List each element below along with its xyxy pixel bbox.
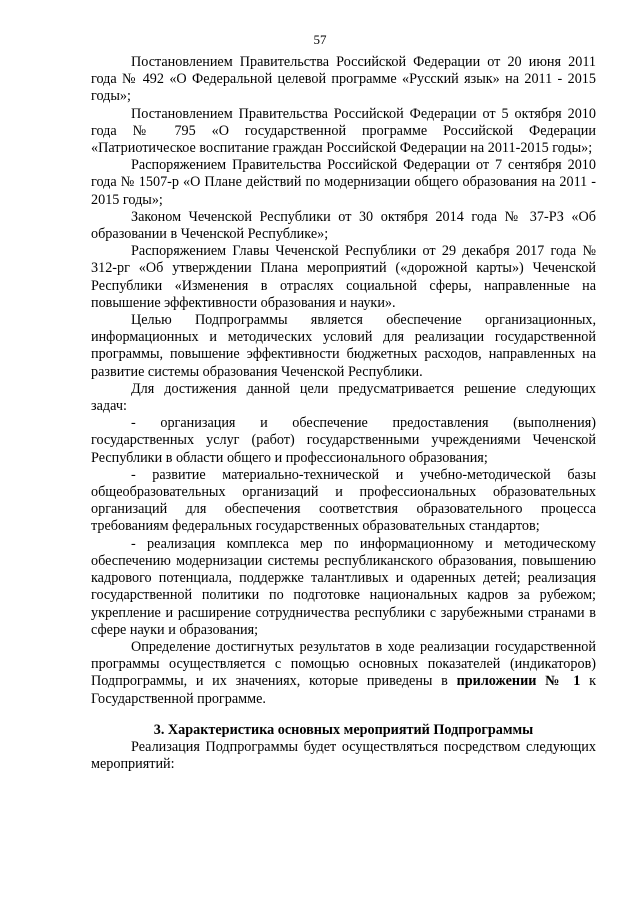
document-body [91, 54, 596, 773]
paragraph-indicators-end: к Государственной программе. [91, 673, 596, 707]
paragraph-law-37: Законом Чеченской Республики от 30 октября 2014 года № 37-РЗ «Об образовании в Чеченской Республике»; [91, 208, 596, 243]
appendix-reference: приложении № 1 [456, 673, 581, 690]
list-item-task-1: - организация и обеспечение предоставления (выполнения) государственных услуг (работ) государственными учреждениями Чеченской Республики в области общего и профессионального образования; [91, 415, 596, 466]
paragraph-indicators [91, 639, 596, 708]
section-heading: 3. Характеристика основных мероприятий Подпрограммы [153, 721, 534, 738]
paragraph-goal: Целью Подпрограммы является обеспечение организационных, информационных и методических условий для реализации государственной программы, повышение эффективности бюджетных расходов, направленных на развитие системы образования Чеченской Республики. [91, 312, 596, 380]
paragraph-activities-intro: Реализация Подпрограммы будет осуществляться посредством следующих мероприятий: [91, 738, 596, 773]
paragraph-tasks-intro: Для достижения данной цели предусматривается решение следующих задач: [91, 380, 596, 415]
paragraph-decree-795: Постановлением Правительства Российской Федерации от 5 октября 2010 года № 795 «О государственной программе Российской Федерации «Патриотическое воспитание граждан Российской Федерации на 2011-2015 годы»; [91, 105, 596, 157]
paragraph-indicators-text: Определение достигнутых результатов в ходе реализации государственной программы осуществляется с помощью основных показателей (индикаторов) Подпрограммы, и их значениях, которые приведены в [91, 638, 596, 690]
list-item-task-2: - развитие материально-технической и учебно-методической базы общеобразовательных организаций и профессиональных образовательных организаций для обеспечения соответствия образовательного процесса требованиям федеральных государственных образовательных стандартов; [91, 466, 596, 535]
page-number: 57 [313, 32, 327, 47]
list-item-task-3: - реализация комплекса мер по информационному и методическому обеспечению модернизации системы республиканского образования, повышению кадрового потенциала, поддержке талантливых и одаренных детей; реализация государственной политики по подготовке национальных кадров за рубежом; укрепление и расширение сотрудничества республики с зарубежными странами в сфере науки и образования; [91, 535, 596, 638]
paragraph-order-1507: Распоряжением Правительства Российской Федерации от 7 сентября 2010 года № 1507-р «О Плане действий по модернизации общего образования на 2011 - 2015 годы»; [91, 157, 596, 208]
paragraph-order-312: Распоряжением Главы Чеченской Республики от 29 декабря 2017 года № 312-рг «Об утверждении Плана мероприятий («дорожной карты») Чеченской Республики «Изменения в отраслях социальной сферы, направленные на повышение эффективности образования и науки». [91, 243, 596, 311]
paragraph-decree-492: Постановлением Правительства Российской Федерации от 20 июня 2011 года № 492 «О Федеральной целевой программе «Русский язык» на 2011 - 2015 годы»; [91, 54, 596, 105]
